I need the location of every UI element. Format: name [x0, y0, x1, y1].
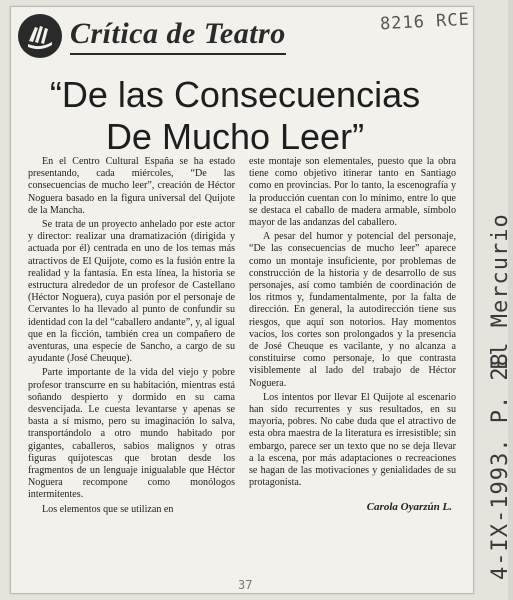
paragraph: A pesar del humor y potencial del personaje, “De las consecuencias de mucho leer” aparece como un montaje insuficiente, por problemas de construcción de la historia y de desarrollo de sus personajes, así como también de coordinación de los ritmos y, fundamentalmente, por la falta de dirección. En general, la autodirección tiene sus riesgos, que aquí son notorios. Hay momentos vacíos, los cortes son prolongados y la presencia de José Cheuque es vacilante, y no alcanza a constituirse como personaje, lo que contrasta visiblemente al lado del trabajo de Héctor Noguera.	[249, 231, 456, 389]
theater-book-icon	[18, 14, 62, 58]
article-column-1	[28, 156, 235, 580]
paragraph: Los elementos que se utilizan en	[42, 503, 174, 515]
paragraph: Parte importante de la vida del viejo y pobre profesor transcurre en su habitación, mientras está soñando despierto y dormido en su cama desvencijada. Le cuesta levantarse y apenas se basta a sí mismo, pero su imaginación lo salva, transportándolo a otro mundo habitado por gigantes, caballeros, sabios malignos y otras figuras quijotescas que brotan desde los fragmentos de un lenguaje inigualable que Héctor Noguera recompone como monólogos intermitentes.	[28, 367, 235, 501]
article-headline	[20, 74, 450, 158]
paragraph: Se trata de un proyecto anhelado por este actor y director: realizar una dramatización (dirigida y actuada por él) centrada en uno de los temas más atractivos de El Quijote, como es la fusión entre la realidad y la fantasía. En esta línea, la historia se estructura alrededor de un profesor de Castellano (Héctor Noguera), cuya pasión por el personaje de Cervantes lo ha llevado al punto de confundir su identidad con la del “caballero andante”, y, al igual que en la ficción, también crea un compañero de aventuras, una especie de Sancho, a cargo de su ayudante (José Cheuque).	[28, 219, 235, 365]
headline-line-2: De Mucho Leer”	[105, 116, 365, 157]
paragraph: Los intentos por llevar El Quijote al escenario han sido recurrentes y sus resultados, en su mayoría, pobres. No cabe duda que el atractivo de esta obra maestra de la literatura es irresistible; sin embargo, parece ser un texto que no se deja llevar a la escena, por más adaptaciones o recreaciones se hagan de las motivaciones y genialidades de su protagonista.	[249, 391, 456, 489]
section-title: Crítica de Teatro	[70, 17, 286, 55]
author-byline: Carola Oyarzún L.	[366, 501, 452, 514]
section-header	[18, 12, 358, 60]
handwritten-source: El Mercurio	[488, 213, 513, 370]
article-column-2	[249, 156, 456, 580]
paragraph: este montaje son elementales, puesto que la obra tiene como objetivo itinerar tanto en Santiago como en provincias. Por lo tanto, la escenografía y la producción cuentan con lo mínimo, entre lo que se destaca el caballo de madera armable, símbolo mayor de las andanzas del caballero.	[249, 156, 456, 229]
handwritten-mark: 37	[238, 578, 253, 592]
handwritten-catalog-number: 8216 RCE	[379, 9, 471, 35]
handwritten-date: 4-IX-1993. P. 28	[488, 352, 513, 580]
handwritten-margin-note	[470, 190, 513, 580]
headline-line-1: “De las Consecuencias	[49, 74, 421, 115]
paragraph: En el Centro Cultural España se ha estado presentando, cada miércoles, “De las consecuencias de mucho leer”, creación de Héctor Noguera basado en la figura universal del Quijote de la Mancha.	[28, 156, 235, 216]
article-body	[28, 156, 456, 580]
